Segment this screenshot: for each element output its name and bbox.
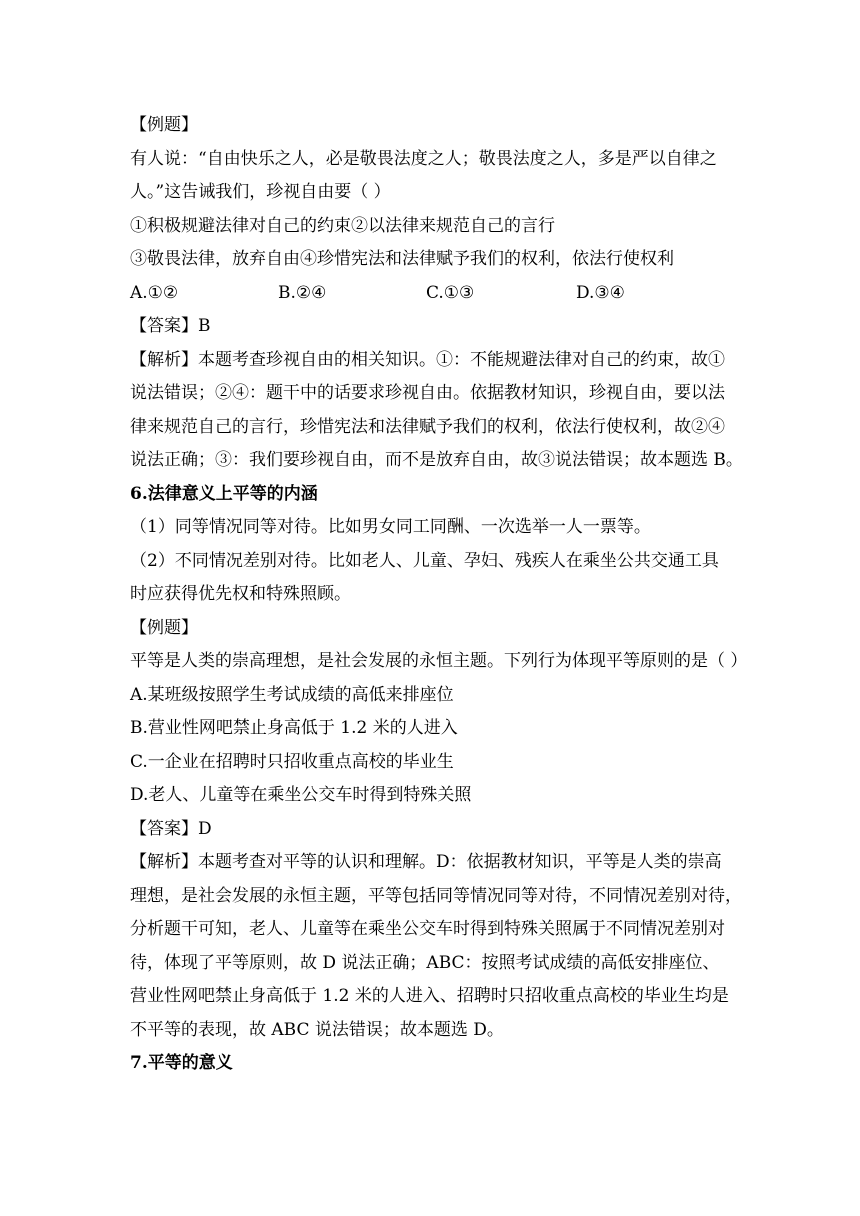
option-d: D.老人、儿童等在乘坐公交车时得到特殊关照 [130, 785, 472, 805]
analysis-line: 分析题干可知，老人、儿童等在乘坐公交车时得到特殊关照属于不同情况差别对 [130, 919, 725, 939]
analysis-line: 律来规范自己的言行，珍惜宪法和法律赋予我们的权利，依法行使权利，故②④ [130, 416, 725, 437]
analysis-line: 待，体现了平等原则，故 D 说法正确；ABC：按照考试成绩的高低安排座位、 [130, 952, 720, 973]
statement-line: ③敬畏法律，放弃自由④珍惜宪法和法律赋予我们的权利，依法行使权利 [130, 249, 674, 269]
section-heading-7: 7.平等的意义 [130, 1053, 233, 1073]
analysis-line: 不平等的表现，故 ABC 说法错误；故本题选 D。 [130, 1019, 504, 1040]
example-label: 【例题】 [130, 115, 198, 135]
statement-line: ①积极规避法律对自己的约束②以法律来规范自己的言行 [130, 215, 555, 236]
analysis-line: 说法错误；②④：题干中的话要求珍视自由。依据教材知识，珍视自由，要以法 [130, 383, 725, 403]
question-text: 有人说：“自由快乐之人，必是敬畏法度之人；敬畏法度之人，多是严以自律之 [130, 148, 717, 169]
analysis-line: 理想，是社会发展的永恒主题，平等包括同等情况同等对待，不同情况差别对待， [130, 885, 742, 906]
option-b: B.②④ [278, 282, 327, 303]
answer-line: 【答案】B [130, 316, 211, 336]
content-line: （2）不同情况差别对待。比如老人、儿童、孕妇、残疾人在乘坐公共交通工具 [130, 550, 719, 571]
content-line: 时应获得优先权和特殊照顾。 [130, 584, 351, 604]
question-text: 平等是人类的崇高理想，是社会发展的永恒主题。下列行为体现平等原则的是（ ） [130, 651, 748, 671]
example-label: 【例题】 [130, 617, 198, 638]
analysis-line: 【解析】本题考查珍视自由的相关知识。①：不能规避法律对自己的约束，故① [130, 349, 725, 370]
document-content [130, 109, 748, 1081]
answer-line: 【答案】D [130, 818, 212, 839]
answer-options [130, 277, 735, 311]
analysis-line: 说法正确；③：我们要珍视自由，而不是放弃自由，故③说法错误；故本题选 B。 [130, 450, 743, 470]
option-a: A.某班级按照学生考试成绩的高低来排座位 [130, 684, 454, 705]
option-c: C.一企业在招聘时只招收重点高校的毕业生 [130, 751, 454, 772]
question-text: 人。”这告诫我们，珍视自由要（ ） [130, 182, 391, 202]
analysis-line: 【解析】本题考查对平等的认识和理解。D：依据教材知识，平等是人类的崇高 [130, 852, 722, 872]
analysis-line: 营业性网吧禁止身高低于 1.2 米的人进入、招聘时只招收重点高校的毕业生均是 [130, 986, 729, 1006]
option-d: D.③④ [576, 282, 625, 303]
option-a: A.①② [130, 282, 179, 303]
content-line: （1）同等情况同等对待。比如男女同工同酬、一次选举一人一票等。 [130, 517, 651, 537]
option-c: C.①③ [426, 282, 475, 303]
section-heading-6: 6.法律意义上平等的内涵 [130, 483, 318, 504]
option-b: B.营业性网吧禁止身高低于 1.2 米的人进入 [130, 718, 458, 738]
